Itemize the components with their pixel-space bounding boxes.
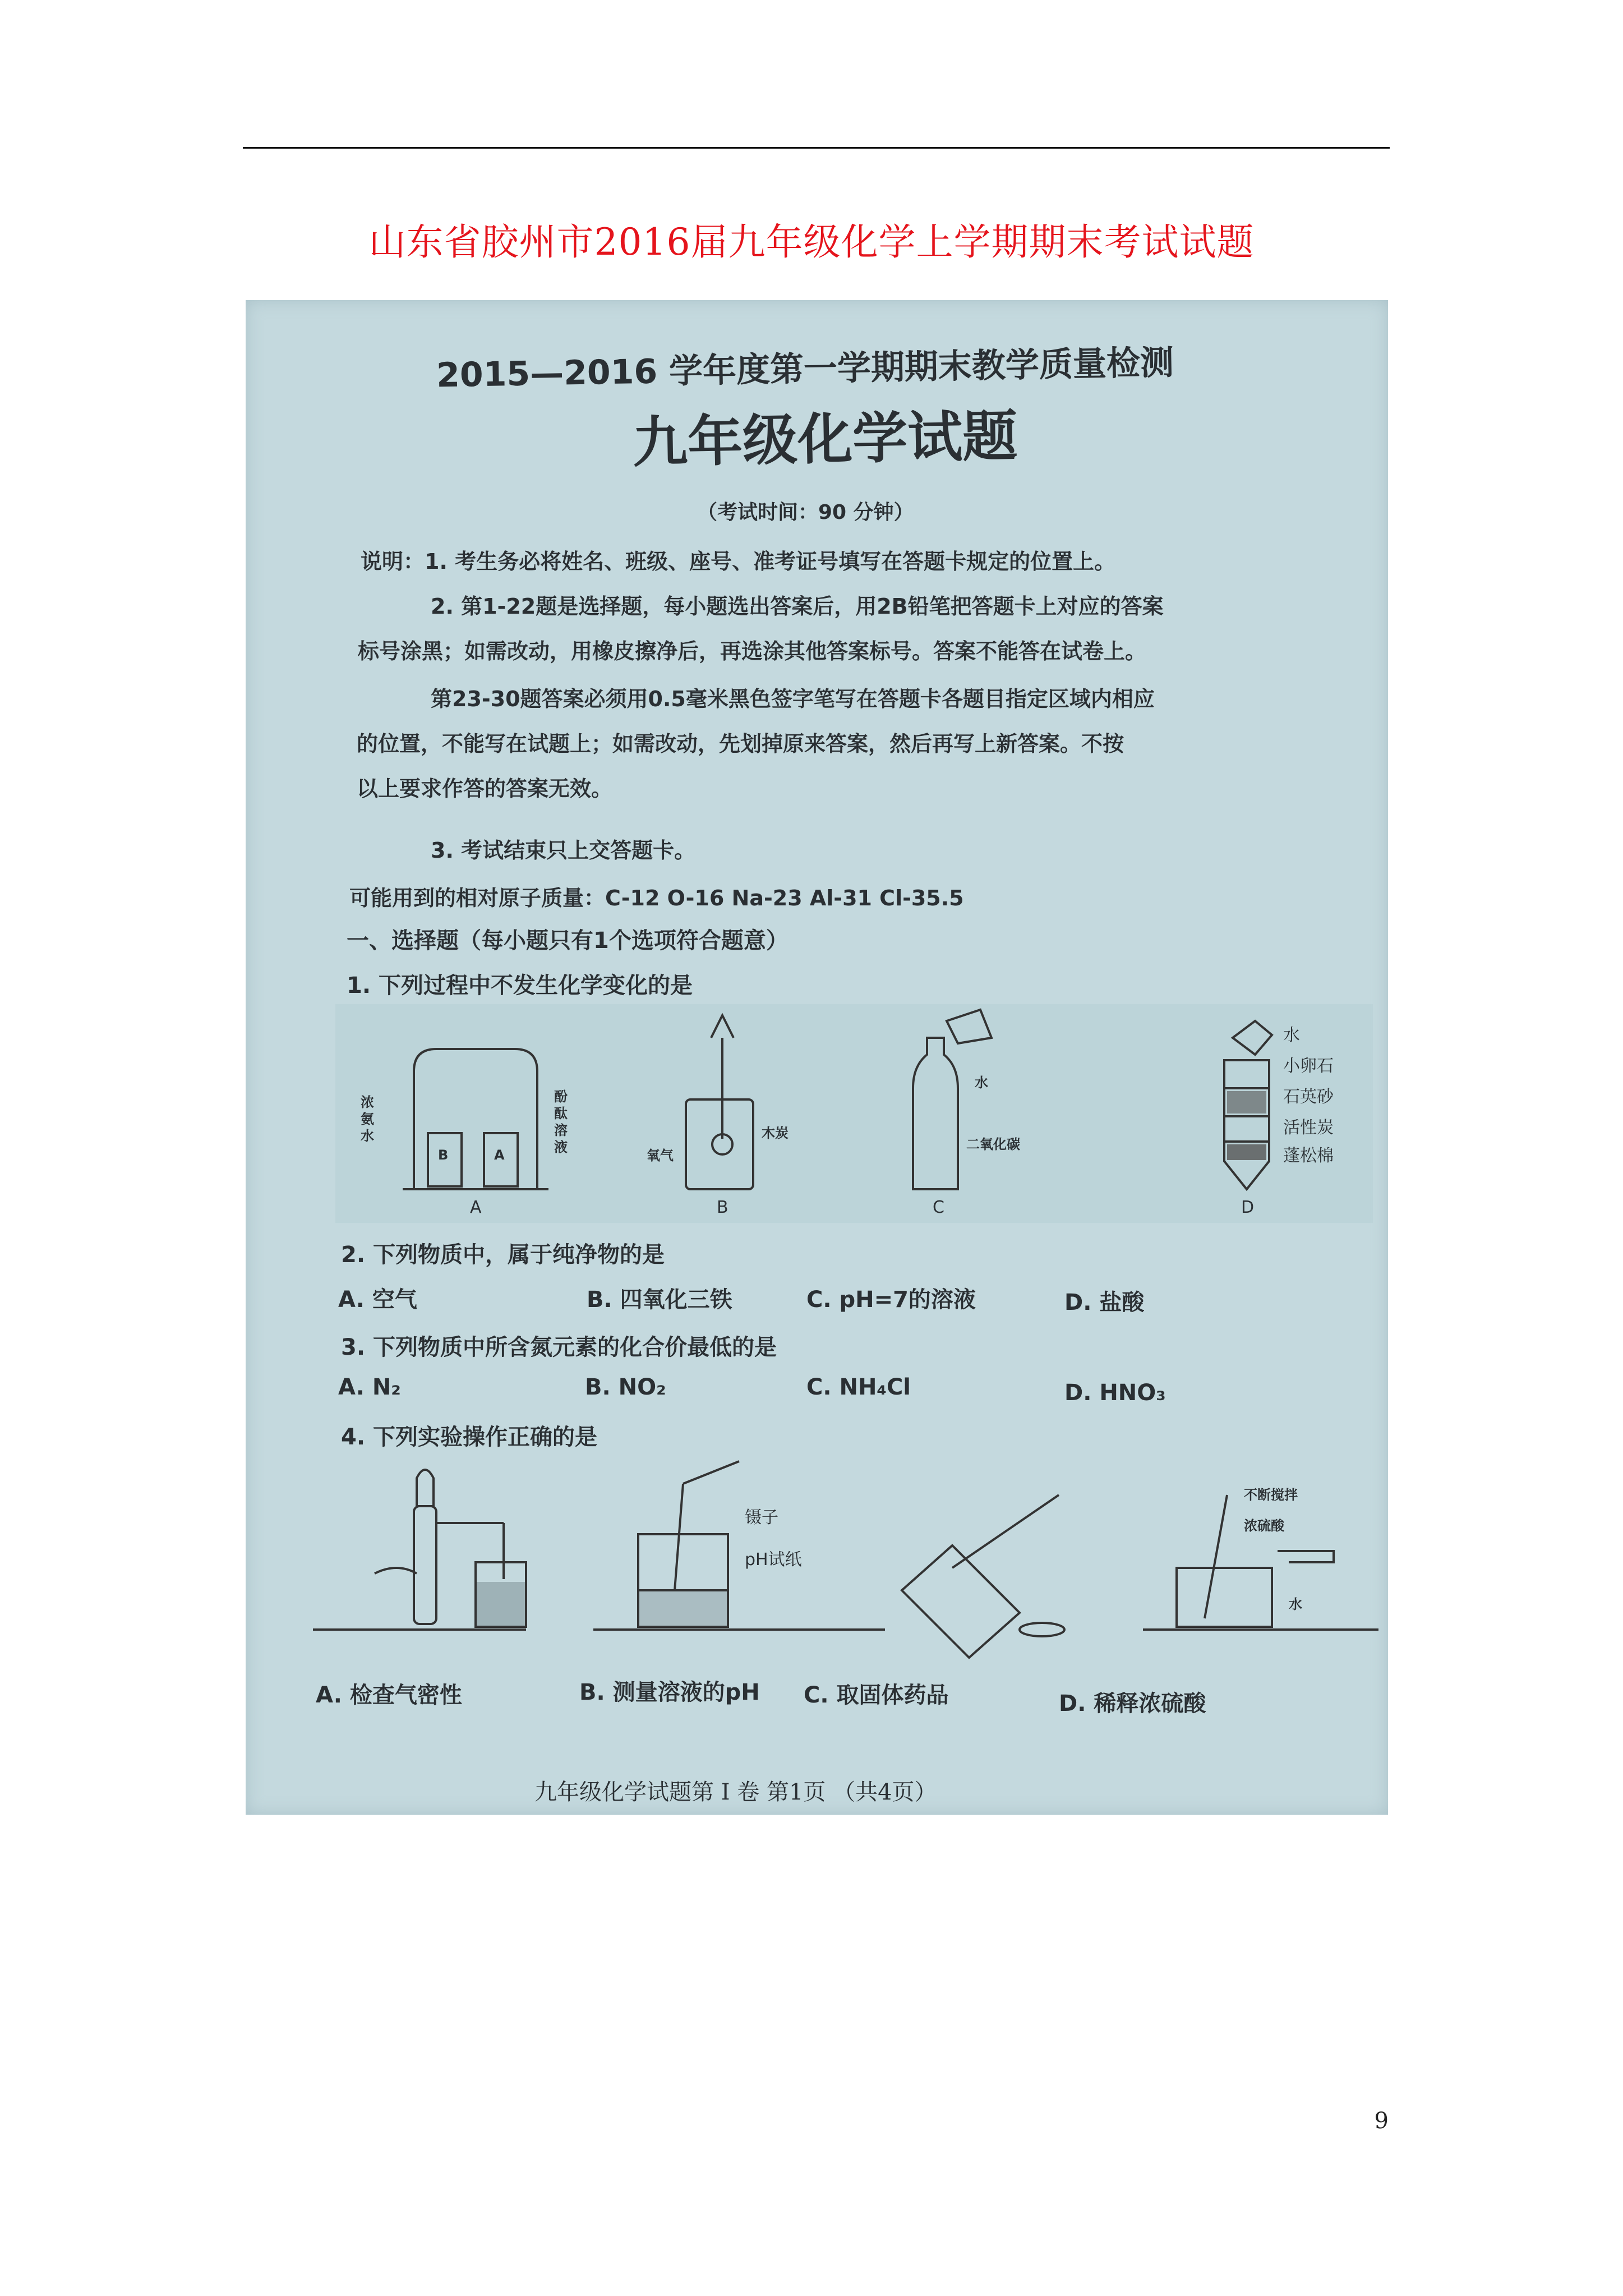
q4-option-b: B. 测量溶液的pH <box>579 1680 760 1705</box>
q1-d-label-cotton: 蓬松棉 <box>1283 1146 1334 1166</box>
q1-d-label-pebbles: 小卵石 <box>1283 1056 1334 1076</box>
q1-c-label-water: 水 <box>975 1075 988 1091</box>
q1-a-label-phenol: 酚酞溶液 <box>554 1089 568 1155</box>
q2-option-b: B. 四氧化三铁 <box>587 1287 732 1313</box>
q3-option-c: C. NH₄Cl <box>806 1374 911 1400</box>
exam-header-line2: 九年级化学试题 <box>632 404 1018 475</box>
q1-caption-c: C <box>933 1198 944 1217</box>
q4-option-a: A. 检查气密性 <box>316 1682 462 1708</box>
q1-d-label-quartz: 石英砂 <box>1283 1087 1334 1107</box>
q4-stem: 4. 下列实验操作正确的是 <box>341 1424 597 1450</box>
exam-time: （考试时间：90 分钟） <box>697 501 914 524</box>
q4-figure-drawing <box>313 1461 1378 1674</box>
q4-option-c: C. 取固体药品 <box>804 1682 949 1708</box>
q1-b-label-oxygen: 氧气 <box>647 1148 674 1163</box>
q2-option-d: D. 盐酸 <box>1064 1290 1145 1315</box>
q2-stem: 2. 下列物质中，属于纯净物的是 <box>341 1242 665 1268</box>
q3-option-b: B. NO₂ <box>585 1374 666 1400</box>
q2-option-c: C. pH=7的溶液 <box>806 1287 976 1313</box>
q4-option-d: D. 稀释浓硫酸 <box>1059 1691 1206 1717</box>
section-1-heading: 一、选择题（每小题只有1个选项符合题意） <box>347 928 789 954</box>
instruction-3: 标号涂黑；如需改动，用橡皮擦净后，再选涂其他答案标号。答案不能答在试卷上。 <box>358 639 1147 664</box>
q1-c-label-co2: 二氧化碳 <box>966 1137 1020 1152</box>
q3-stem: 3. 下列物质中所含氮元素的化合价最低的是 <box>341 1335 777 1360</box>
q2-option-a: A. 空气 <box>338 1287 417 1313</box>
top-rule <box>243 147 1390 149</box>
instruction-4: 第23-30题答案必须用0.5毫米黑色签字笔写在答题卡各题目指定区域内相应 <box>431 687 1155 711</box>
q4-d-label-acid: 浓硫酸 <box>1244 1518 1284 1534</box>
q1-stem: 1. 下列过程中不发生化学变化的是 <box>347 973 693 999</box>
scanned-exam-page <box>246 300 1388 1815</box>
page-number: 9 <box>1374 2108 1389 2134</box>
instruction-5: 的位置，不能写在试题上；如需改动，先划掉原来答案，然后再写上新答案。不按 <box>357 731 1124 756</box>
q4-figure <box>313 1461 1378 1674</box>
q1-d-label-water: 水 <box>1283 1025 1300 1045</box>
q1-d-label-carbon: 活性炭 <box>1283 1118 1334 1138</box>
atomic-masses: 可能用到的相对原子质量：C-12 O-16 Na-23 Al-31 Cl-35.5 <box>349 886 964 910</box>
q3-option-a: A. N₂ <box>338 1374 401 1400</box>
q3-option-d: D. HNO₃ <box>1064 1380 1166 1406</box>
exam-footer: 九年级化学试题第 I 卷 第1页 （共4页） <box>534 1779 937 1805</box>
exam-header-line1: 2015—2016 学年度第一学期期末教学质量检测 <box>436 343 1174 395</box>
q1-figure-drawing <box>335 1004 1373 1223</box>
q1-caption-d: D <box>1241 1198 1255 1217</box>
q1-caption-a: A <box>470 1198 482 1217</box>
instruction-7: 3. 考试结束只上交答题卡。 <box>431 838 696 863</box>
document-title: 山东省胶州市2016届九年级化学上学期期末考试试题 <box>368 220 1255 264</box>
q1-b-label-charcoal: 木炭 <box>762 1125 789 1141</box>
q4-b-label-ph-paper: pH试纸 <box>745 1550 802 1570</box>
instruction-1: 说明：1. 考生务必将姓名、班级、座号、准考证号填写在答题卡规定的位置上。 <box>361 549 1116 574</box>
q1-figure <box>335 1004 1373 1223</box>
q4-d-label-stir: 不断搅拌 <box>1244 1487 1298 1503</box>
q1-a-beaker-a: A <box>494 1147 505 1163</box>
q4-b-label-tweezers: 镊子 <box>745 1508 778 1527</box>
q1-a-label-ammonia: 浓氨水 <box>361 1094 374 1144</box>
q1-caption-b: B <box>717 1198 728 1217</box>
q4-d-label-water: 水 <box>1289 1596 1302 1612</box>
q1-a-beaker-b: B <box>438 1147 449 1163</box>
instruction-6: 以上要求作答的答案无效。 <box>357 776 613 801</box>
instruction-2: 2. 第1-22题是选择题，每小题选出答案后，用2B铅笔把答题卡上对应的答案 <box>431 594 1164 619</box>
